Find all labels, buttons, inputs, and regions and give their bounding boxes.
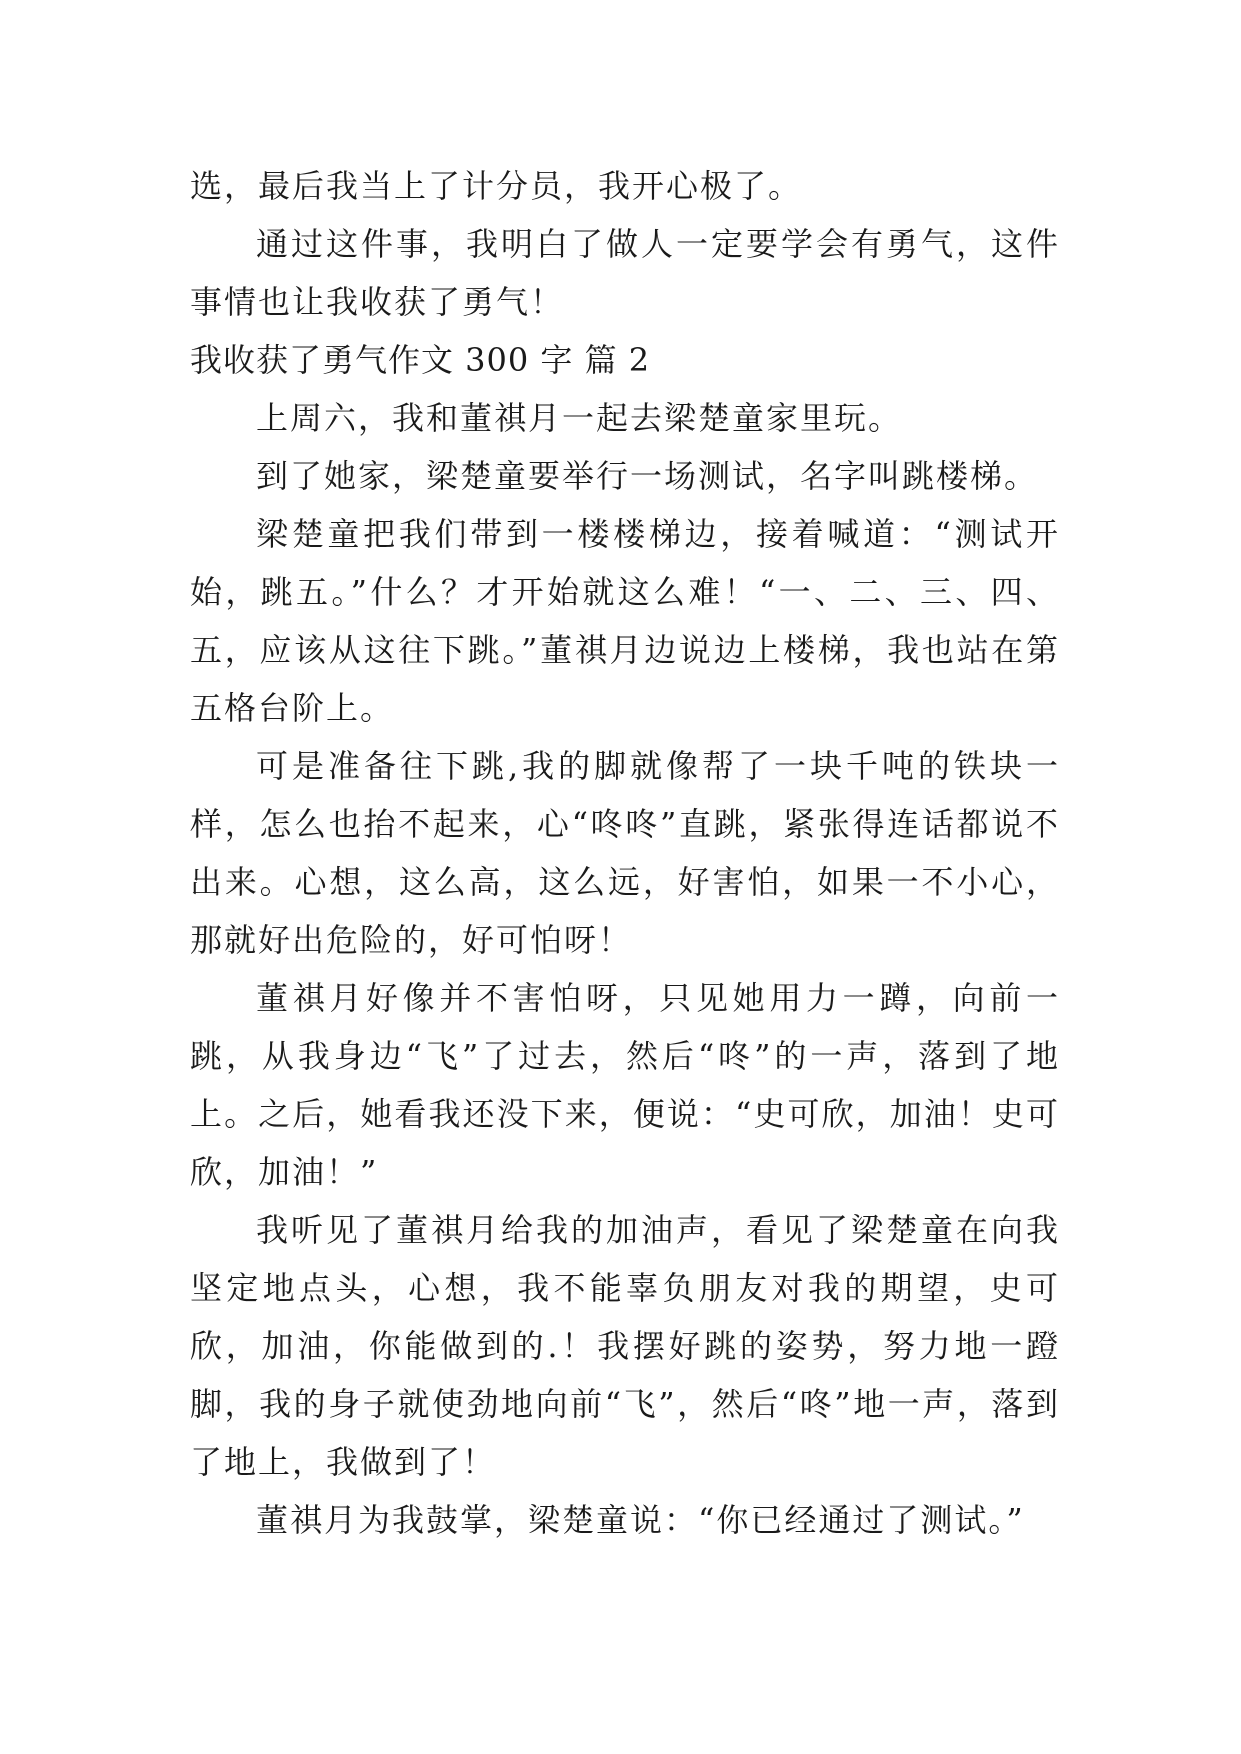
essay-heading: 我收获了勇气作文 300 字 篇 2 [190, 341, 651, 379]
paragraph-2: 到了她家，梁楚童要举行一场测试，名字叫跳楼梯。 [256, 457, 1039, 495]
paragraph-5: 董祺月好像并不害怕呀，只见她用力一蹲，向前一跳，从我身边“飞”了过去，然后“咚”的一声，落到了地上。之后，她看我还没下来，便说：“史可欣，加油！史可欣，加油！” [190, 979, 1060, 1191]
paragraph-4: 可是准备往下跳,我的脚就像帮了一块千吨的铁块一样，怎么也抬不起来，心“咚咚”直跳，紧张得连话都说不出来。心想，这么高，这么远，好害怕，如果一不小心，那就好出危险的，好可怕呀！ [190, 747, 1060, 959]
paragraph-1: 上周六，我和董祺月一起去梁楚童家里玩。 [256, 399, 903, 437]
continuation-paragraph: 选，最后我当上了计分员，我开心极了。 [190, 167, 803, 205]
document-body [190, 157, 1060, 1549]
paragraph-3: 梁楚童把我们带到一楼楼梯边，接着喊道：“测试开始，跳五。”什么？才开始就这么难！“一、二、三、四、五，应该从这往下跳。”董祺月边说边上楼梯，我也站在第五格台阶上。 [190, 515, 1060, 727]
paragraph-6: 我听见了董祺月给我的加油声，看见了梁楚童在向我坚定地点头，心想，我不能辜负朋友对我的期望，史可欣，加油，你能做到的.！我摆好跳的姿势，努力地一蹬脚，我的身子就使劲地向前“飞”，然后“咚”地一声，落到了地上，我做到了！ [190, 1211, 1060, 1481]
paragraph-7: 董祺月为我鼓掌，梁楚童说：“你已经通过了测试。” [256, 1501, 1025, 1539]
paragraph-conclusion: 通过这件事，我明白了做人一定要学会有勇气，这件事情也让我收获了勇气！ [190, 225, 1060, 321]
